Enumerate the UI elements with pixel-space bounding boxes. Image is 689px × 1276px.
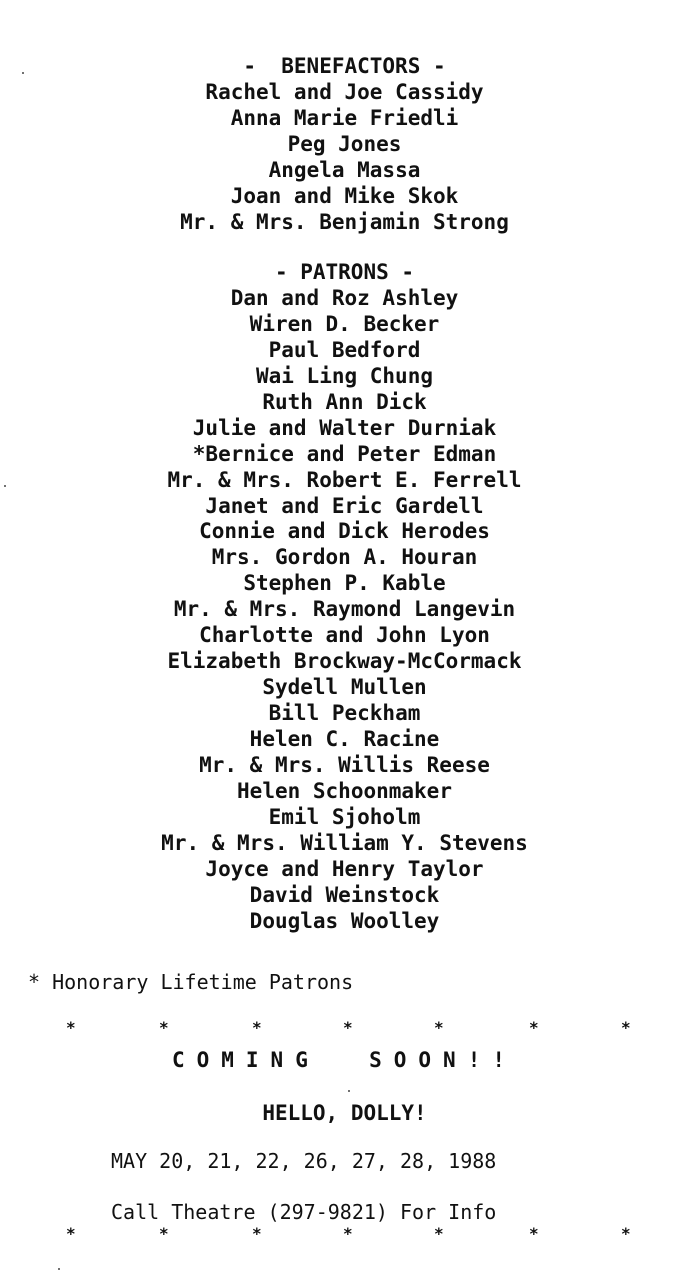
star-ornament: * <box>159 1224 169 1243</box>
patron-name: Mr. & Mrs. Robert E. Ferrell <box>167 468 522 492</box>
star-ornament: * <box>434 1018 444 1037</box>
star-ornament: * <box>159 1018 169 1037</box>
scan-speck <box>4 485 6 487</box>
scan-speck <box>58 1268 60 1270</box>
scan-speck <box>348 1090 350 1092</box>
benefactor-name: Peg Jones <box>287 132 402 156</box>
patron-name: Wai Ling Chung <box>255 364 433 388</box>
benefactors-heading: - BENEFACTORS - <box>243 54 446 78</box>
benefactor-name: Anna Marie Friedli <box>230 106 459 130</box>
patron-name: Paul Bedford <box>268 338 421 362</box>
show-dates: MAY 20, 21, 22, 26, 27, 28, 1988 <box>111 1149 497 1173</box>
call-theatre-info: Call Theatre (297-9821) For Info <box>111 1200 497 1224</box>
patron-name: Ruth Ann Dick <box>262 390 427 414</box>
patron-name: Douglas Woolley <box>249 909 440 933</box>
patron-name: Connie and Dick Herodes <box>199 519 490 543</box>
patron-name: Mrs. Gordon A. Houran <box>211 545 478 569</box>
star-ornament: * <box>529 1224 539 1243</box>
patron-name: Sydell Mullen <box>262 675 427 699</box>
benefactor-name: Angela Massa <box>268 158 421 182</box>
patron-name: Stephen P. Kable <box>243 571 446 595</box>
patron-name: Charlotte and John Lyon <box>199 623 490 647</box>
patron-name: Elizabeth Brockway-McCormack <box>167 649 522 673</box>
star-ornament: * <box>343 1224 353 1243</box>
star-ornament: * <box>252 1224 262 1243</box>
star-divider-top <box>60 1020 640 1040</box>
patron-name: Mr. & Mrs. William Y. Stevens <box>161 831 528 855</box>
patron-name: Emil Sjoholm <box>268 805 421 829</box>
star-ornament: * <box>66 1018 76 1037</box>
scan-speck <box>22 72 24 74</box>
star-divider-bottom <box>60 1226 640 1246</box>
patron-name: Joyce and Henry Taylor <box>205 857 484 881</box>
star-ornament: * <box>529 1018 539 1037</box>
star-ornament: * <box>66 1224 76 1243</box>
star-ornament: * <box>621 1224 631 1243</box>
star-ornament: * <box>252 1018 262 1037</box>
patron-name: Wiren D. Becker <box>249 312 440 336</box>
coming-soon-banner: COMING SOON!! <box>171 1048 517 1072</box>
show-title: HELLO, DOLLY! <box>262 1101 427 1125</box>
honorary-footnote: * Honorary Lifetime Patrons <box>28 970 354 994</box>
benefactor-name: Joan and Mike Skok <box>230 184 459 208</box>
benefactor-name: Mr. & Mrs. Benjamin Strong <box>180 210 509 234</box>
star-ornament: * <box>621 1018 631 1037</box>
benefactor-name: Rachel and Joe Cassidy <box>205 80 484 104</box>
patron-name: Janet and Eric Gardell <box>205 494 484 518</box>
patron-name: Helen C. Racine <box>249 727 440 751</box>
patron-name: Mr. & Mrs. Raymond Langevin <box>173 597 516 621</box>
patron-name: David Weinstock <box>249 883 440 907</box>
patron-name: Bill Peckham <box>268 701 421 725</box>
patron-name: *Bernice and Peter Edman <box>192 442 497 466</box>
star-ornament: * <box>343 1018 353 1037</box>
patrons-heading: - PATRONS - <box>274 260 415 284</box>
patron-name: Julie and Walter Durniak <box>192 416 497 440</box>
star-ornament: * <box>434 1224 444 1243</box>
patron-name: Dan and Roz Ashley <box>230 286 459 310</box>
patron-name: Helen Schoonmaker <box>237 779 452 803</box>
patron-name: Mr. & Mrs. Willis Reese <box>199 753 490 777</box>
